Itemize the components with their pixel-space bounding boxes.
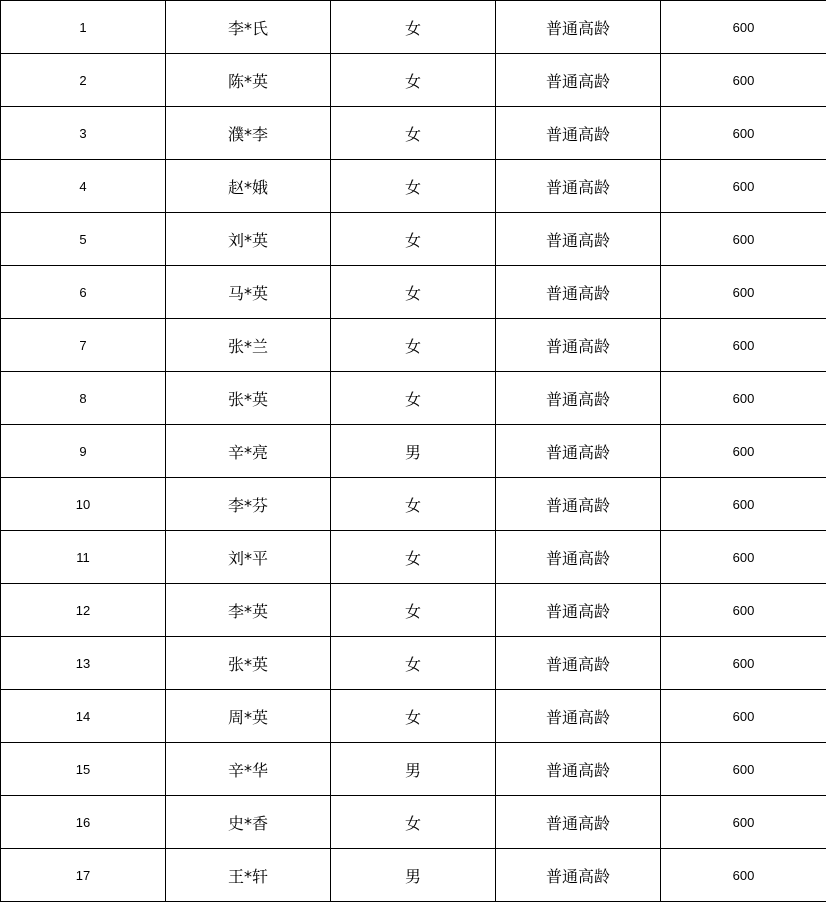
cell-amount: 600: [661, 160, 826, 213]
cell-category: 普通高龄: [496, 637, 661, 690]
cell-category: 普通高龄: [496, 690, 661, 743]
cell-name: 李*英: [166, 584, 331, 637]
cell-serial-number: 7: [1, 319, 166, 372]
cell-name: 张*兰: [166, 319, 331, 372]
cell-serial-number: 8: [1, 372, 166, 425]
cell-gender: 女: [331, 796, 496, 849]
cell-serial-number: 17: [1, 849, 166, 902]
cell-gender: 女: [331, 637, 496, 690]
cell-name: 赵*娥: [166, 160, 331, 213]
cell-amount: 600: [661, 372, 826, 425]
cell-name: 辛*华: [166, 743, 331, 796]
cell-name: 李*氏: [166, 1, 331, 54]
cell-category: 普通高龄: [496, 1, 661, 54]
cell-gender: 男: [331, 425, 496, 478]
table-row: [1, 213, 826, 266]
cell-category: 普通高龄: [496, 319, 661, 372]
cell-amount: 600: [661, 531, 826, 584]
cell-gender: 男: [331, 743, 496, 796]
table-row: [1, 107, 826, 160]
cell-gender: 女: [331, 107, 496, 160]
cell-name: 张*英: [166, 372, 331, 425]
table-row: [1, 266, 826, 319]
cell-name: 濮*李: [166, 107, 331, 160]
table-row: [1, 319, 826, 372]
cell-name: 马*英: [166, 266, 331, 319]
cell-amount: 600: [661, 1, 826, 54]
table-row: [1, 160, 826, 213]
cell-serial-number: 15: [1, 743, 166, 796]
cell-category: 普通高龄: [496, 478, 661, 531]
cell-amount: 600: [661, 213, 826, 266]
table-row: [1, 478, 826, 531]
cell-serial-number: 12: [1, 584, 166, 637]
cell-name: 刘*平: [166, 531, 331, 584]
cell-amount: 600: [661, 690, 826, 743]
table-row: [1, 849, 826, 902]
table-row: [1, 531, 826, 584]
cell-gender: 女: [331, 478, 496, 531]
cell-gender: 女: [331, 531, 496, 584]
cell-serial-number: 11: [1, 531, 166, 584]
cell-category: 普通高龄: [496, 372, 661, 425]
cell-amount: 600: [661, 54, 826, 107]
table-body: [1, 1, 826, 902]
cell-serial-number: 2: [1, 54, 166, 107]
cell-serial-number: 6: [1, 266, 166, 319]
cell-name: 刘*英: [166, 213, 331, 266]
cell-gender: 女: [331, 54, 496, 107]
table-row: [1, 690, 826, 743]
table-row: [1, 743, 826, 796]
cell-category: 普通高龄: [496, 849, 661, 902]
table-row: [1, 796, 826, 849]
cell-name: 王*轩: [166, 849, 331, 902]
cell-gender: 女: [331, 584, 496, 637]
cell-serial-number: 16: [1, 796, 166, 849]
cell-serial-number: 4: [1, 160, 166, 213]
cell-category: 普通高龄: [496, 743, 661, 796]
cell-serial-number: 10: [1, 478, 166, 531]
cell-category: 普通高龄: [496, 107, 661, 160]
cell-name: 张*英: [166, 637, 331, 690]
cell-category: 普通高龄: [496, 584, 661, 637]
table-row: [1, 584, 826, 637]
cell-category: 普通高龄: [496, 54, 661, 107]
cell-name: 陈*英: [166, 54, 331, 107]
cell-amount: 600: [661, 478, 826, 531]
cell-category: 普通高龄: [496, 266, 661, 319]
cell-gender: 男: [331, 849, 496, 902]
cell-amount: 600: [661, 107, 826, 160]
cell-category: 普通高龄: [496, 531, 661, 584]
cell-name: 辛*亮: [166, 425, 331, 478]
table-row: [1, 637, 826, 690]
cell-gender: 女: [331, 266, 496, 319]
cell-serial-number: 9: [1, 425, 166, 478]
cell-amount: 600: [661, 849, 826, 902]
table-row: [1, 372, 826, 425]
cell-amount: 600: [661, 425, 826, 478]
cell-gender: 女: [331, 319, 496, 372]
cell-name: 李*芬: [166, 478, 331, 531]
cell-amount: 600: [661, 584, 826, 637]
cell-name: 周*英: [166, 690, 331, 743]
cell-name: 史*香: [166, 796, 331, 849]
cell-serial-number: 3: [1, 107, 166, 160]
table-row: [1, 425, 826, 478]
cell-serial-number: 13: [1, 637, 166, 690]
cell-gender: 女: [331, 372, 496, 425]
table-row: [1, 1, 826, 54]
cell-amount: 600: [661, 743, 826, 796]
cell-gender: 女: [331, 690, 496, 743]
cell-amount: 600: [661, 796, 826, 849]
cell-amount: 600: [661, 319, 826, 372]
cell-category: 普通高龄: [496, 796, 661, 849]
cell-category: 普通高龄: [496, 425, 661, 478]
cell-serial-number: 5: [1, 213, 166, 266]
cell-serial-number: 14: [1, 690, 166, 743]
cell-gender: 女: [331, 160, 496, 213]
cell-gender: 女: [331, 213, 496, 266]
cell-category: 普通高龄: [496, 160, 661, 213]
cell-category: 普通高龄: [496, 213, 661, 266]
cell-gender: 女: [331, 1, 496, 54]
cell-amount: 600: [661, 637, 826, 690]
cell-serial-number: 1: [1, 1, 166, 54]
cell-amount: 600: [661, 266, 826, 319]
table-row: [1, 54, 826, 107]
